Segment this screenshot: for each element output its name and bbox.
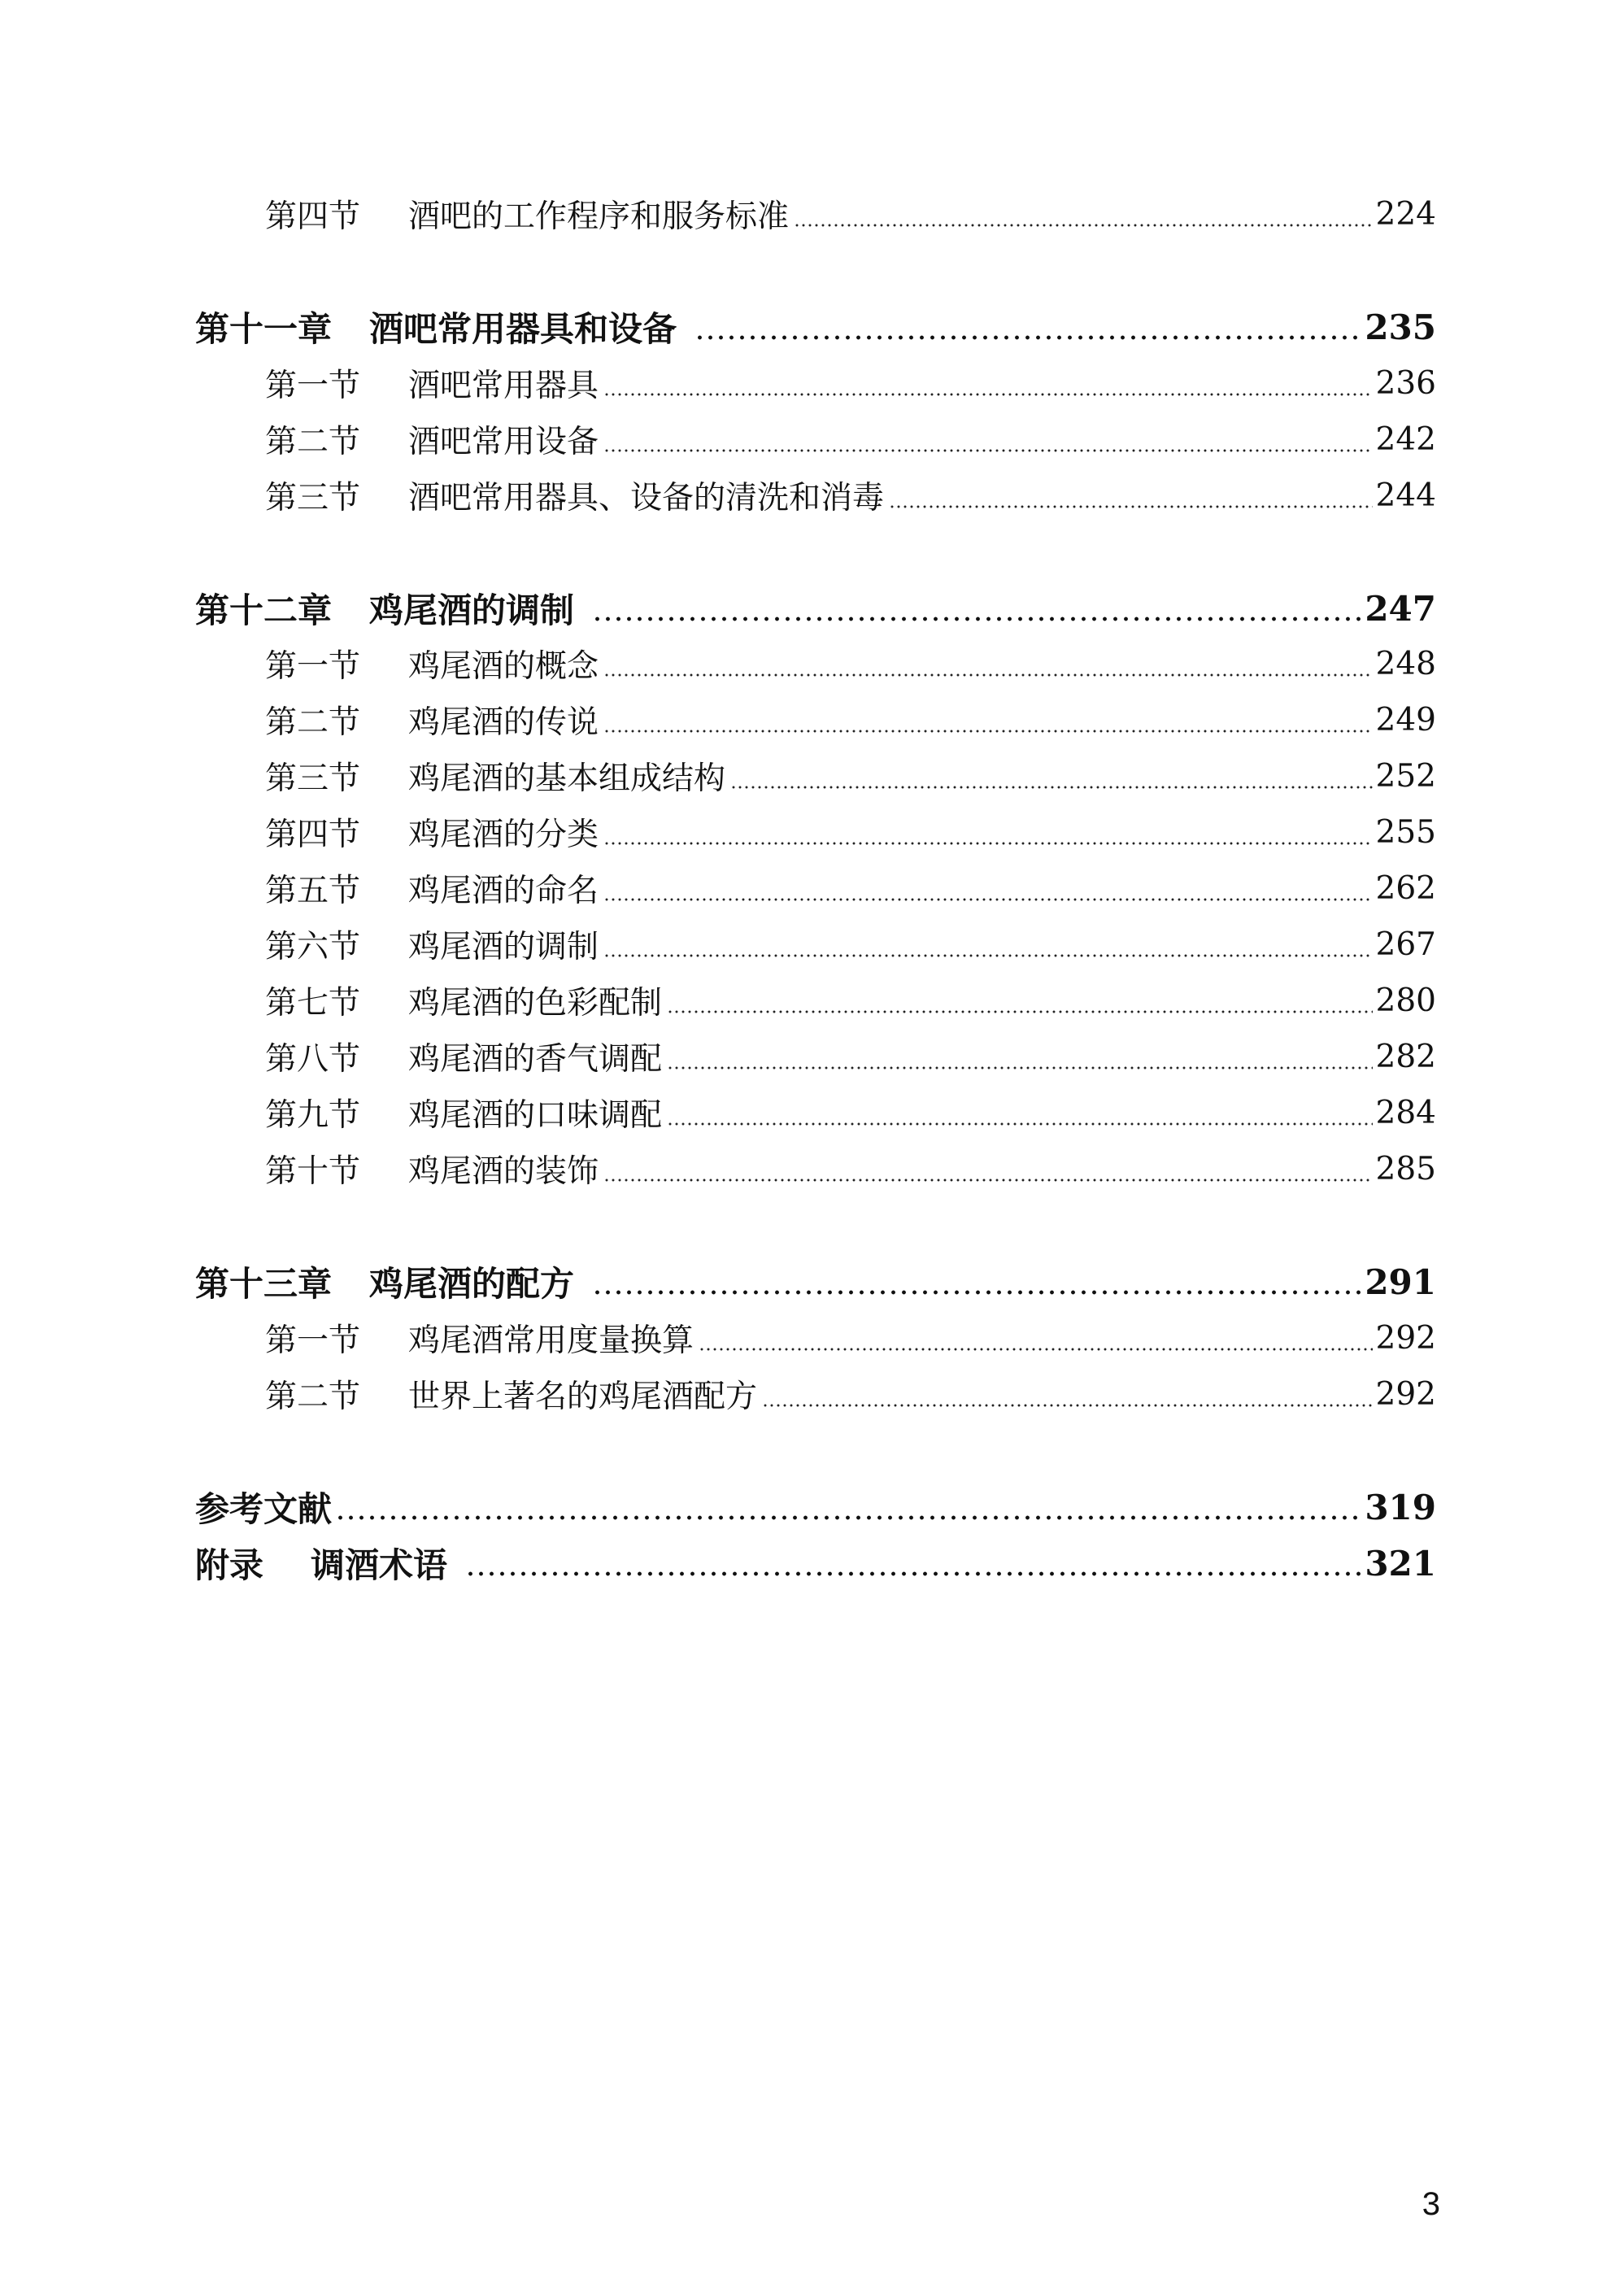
dot-leader	[603, 954, 1373, 957]
page-reference: 282	[1375, 1038, 1436, 1075]
toc-section-entry[interactable]	[265, 1314, 1436, 1362]
section-number: 第四节	[265, 817, 361, 853]
section-title: 鸡尾酒常用度量换算	[408, 1322, 694, 1359]
appendix-label: 附录	[195, 1545, 264, 1585]
chapter-number: 第十三章	[195, 1264, 333, 1304]
toc-section-entry[interactable]	[265, 808, 1436, 856]
dot-leader	[730, 786, 1373, 789]
chapter-title: 酒吧常用器具和设备	[369, 309, 677, 349]
toc-section-entry[interactable]	[265, 639, 1436, 688]
page-reference: 244	[1375, 477, 1436, 514]
section-title: 鸡尾酒的基本组成结构	[408, 760, 726, 797]
page-reference: 284	[1375, 1094, 1436, 1131]
toc-section-entry[interactable]	[265, 864, 1436, 913]
page-reference: 292	[1375, 1375, 1436, 1413]
section-title: 酒吧常用器具	[408, 368, 599, 404]
toc-references-entry[interactable]	[195, 1483, 1436, 1531]
section-title: 酒吧常用设备	[408, 424, 599, 460]
section-title: 鸡尾酒的命名	[408, 873, 599, 909]
toc-chapter-entry[interactable]	[195, 584, 1436, 633]
chapter-title: 鸡尾酒的配方	[369, 1264, 575, 1304]
toc-section-entry[interactable]	[265, 752, 1436, 800]
dot-leader	[699, 1348, 1373, 1351]
section-number: 第二节	[265, 424, 361, 460]
page-reference: 255	[1375, 813, 1436, 851]
chapter-number: 第十二章	[195, 590, 333, 630]
section-number: 第三节	[265, 760, 361, 797]
dot-leader	[592, 616, 1361, 621]
section-number: 第二节	[265, 1379, 361, 1415]
chapter-title: 调酒术语	[311, 1545, 448, 1585]
chapter-title: 鸡尾酒的调制	[369, 590, 575, 630]
toc-section-entry[interactable]	[265, 1088, 1436, 1137]
toc-section-entry[interactable]	[265, 695, 1436, 744]
page-reference: 236	[1375, 364, 1436, 402]
page-reference: 262	[1375, 869, 1436, 907]
toc-section-entry[interactable]	[265, 471, 1436, 520]
toc-section-entry[interactable]	[265, 190, 1436, 238]
toc-section-entry[interactable]	[265, 1144, 1436, 1193]
toc-section-entry[interactable]	[265, 1370, 1436, 1418]
toc-chapter-entry[interactable]	[195, 303, 1436, 351]
dot-leader	[667, 1066, 1373, 1070]
chapter-number: 第十一章	[195, 309, 333, 349]
page-reference: 280	[1375, 982, 1436, 1019]
dot-leader	[603, 393, 1373, 396]
dot-leader	[603, 730, 1373, 733]
dot-leader	[603, 842, 1373, 845]
section-number: 第九节	[265, 1097, 361, 1134]
page-reference: 224	[1375, 195, 1436, 233]
toc-section-entry[interactable]	[265, 415, 1436, 464]
page-number: 3	[1422, 2186, 1440, 2222]
page-reference: 321	[1365, 1543, 1436, 1584]
section-number: 第十节	[265, 1153, 361, 1190]
toc-section-entry[interactable]	[265, 920, 1436, 969]
page-reference: 249	[1375, 701, 1436, 738]
toc-section-entry[interactable]	[265, 976, 1436, 1025]
dot-leader	[603, 898, 1373, 901]
dot-leader	[889, 505, 1373, 508]
page-reference: 247	[1365, 588, 1436, 629]
section-number: 第一节	[265, 368, 361, 404]
section-number: 第一节	[265, 1322, 361, 1359]
dot-leader	[465, 1571, 1361, 1576]
section-number: 第七节	[265, 985, 361, 1022]
dot-leader	[603, 673, 1373, 677]
dot-leader	[694, 335, 1361, 340]
page-reference: 252	[1375, 757, 1436, 795]
section-title: 鸡尾酒的香气调配	[408, 1041, 663, 1078]
page-reference: 242	[1375, 420, 1436, 458]
section-number: 第四节	[265, 198, 361, 235]
section-number: 第六节	[265, 929, 361, 965]
section-title: 酒吧常用器具、设备的清洗和消毒	[408, 480, 885, 516]
section-title: 鸡尾酒的装饰	[408, 1153, 599, 1190]
section-title: 鸡尾酒的调制	[408, 929, 599, 965]
section-title: 鸡尾酒的概念	[408, 648, 599, 685]
section-title: 酒吧的工作程序和服务标准	[408, 198, 790, 235]
page-reference: 267	[1375, 926, 1436, 963]
dot-leader	[667, 1010, 1373, 1013]
page-reference: 235	[1365, 307, 1436, 347]
dot-leader	[603, 449, 1373, 452]
section-number: 第八节	[265, 1041, 361, 1078]
page-reference: 319	[1365, 1487, 1436, 1527]
chapter-title: 参考文献	[195, 1489, 333, 1529]
page-reference: 292	[1375, 1319, 1436, 1357]
section-title: 鸡尾酒的分类	[408, 817, 599, 853]
section-number: 第五节	[265, 873, 361, 909]
toc-appendix-entry[interactable]	[195, 1539, 1436, 1588]
dot-leader	[794, 224, 1373, 227]
section-number: 第三节	[265, 480, 361, 516]
section-number: 第二节	[265, 704, 361, 741]
dot-leader	[762, 1404, 1373, 1407]
page-reference: 248	[1375, 645, 1436, 682]
section-number: 第一节	[265, 648, 361, 685]
dot-leader	[603, 1178, 1373, 1182]
section-title: 鸡尾酒的色彩配制	[408, 985, 663, 1022]
page-reference: 291	[1365, 1261, 1436, 1302]
section-title: 鸡尾酒的口味调配	[408, 1097, 663, 1134]
section-title: 鸡尾酒的传说	[408, 704, 599, 741]
toc-section-entry[interactable]	[265, 1032, 1436, 1081]
page-reference: 285	[1375, 1150, 1436, 1187]
dot-leader	[335, 1515, 1361, 1520]
dot-leader	[592, 1290, 1361, 1295]
toc-chapter-entry[interactable]	[195, 1257, 1436, 1306]
toc-section-entry[interactable]	[265, 359, 1436, 407]
section-title: 世界上著名的鸡尾酒配方	[408, 1379, 758, 1415]
dot-leader	[667, 1122, 1373, 1126]
